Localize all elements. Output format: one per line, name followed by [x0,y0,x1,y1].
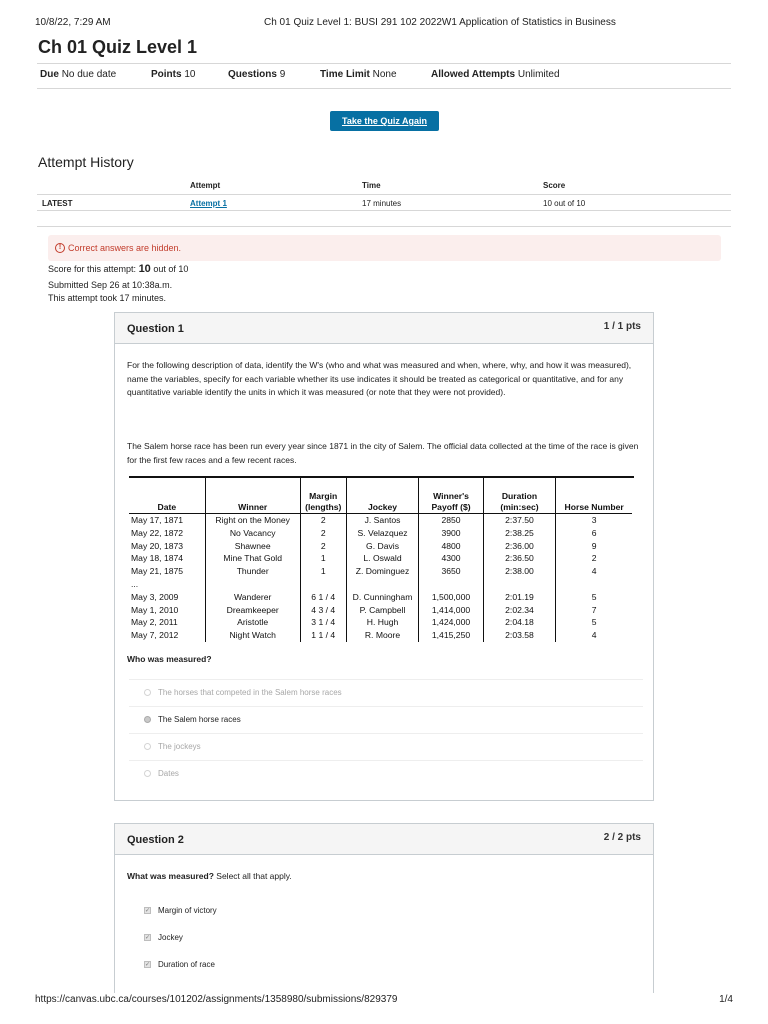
question-2-points: 2 / 2 pts [603,832,641,843]
question-1-header [115,313,653,344]
table-cell: Right on the Money [205,514,300,527]
radio-button[interactable] [144,743,151,750]
radio-button[interactable] [144,770,151,777]
table-row [129,527,632,540]
table-cell: L. Oswald [346,552,419,565]
answer-option[interactable] [129,760,643,788]
table-row [129,565,632,578]
table-cell: ... [129,578,205,591]
table-cell: 2 [300,540,346,553]
table-cell: 5 [591,591,597,602]
table-cell [346,578,419,591]
table-cell: May 22, 1872 [129,527,205,540]
question-1-context: The Salem horse race has been run every year since 1871 in the city of Salem. The official data collected at the time of the race is given for the first few races and a few recent races. [127,441,639,465]
points-detail: Points 10 [151,69,196,80]
table-cell: J. Santos [346,514,419,527]
divider [37,194,731,195]
table-cell: 2:04.18 [483,616,556,629]
table-cell [483,578,556,591]
due-detail: Due No due date [40,69,117,80]
question-2-header [115,824,653,855]
table-cell: May 7, 2012 [129,629,205,642]
questions-detail: Questions 9 [228,69,286,80]
table-row [129,552,632,565]
table-cell: 5 [591,617,597,628]
table-cell: 2 [300,527,346,540]
table-cell: 1,414,000 [419,604,483,617]
table-cell: 2:38.25 [483,527,556,540]
table-cell: Night Watch [205,629,300,642]
divider [37,210,731,211]
table-cell [556,578,632,591]
table-cell: No Vacancy [205,527,300,540]
column-header-duration: Duration (min:sec) [483,477,556,514]
attempt-score: 10 out of 10 [543,199,586,208]
table-row [129,616,632,629]
attempt-score-summary: Score for this attempt: 10 out of 10 [48,263,189,275]
attempt-time: 17 minutes [362,199,402,208]
table-cell: May 21, 1875 [129,565,205,578]
horse-race-table [129,477,632,642]
divider [37,88,731,89]
table-cell: 1,415,250 [419,629,483,642]
checkbox-checked[interactable]: ✓ [145,908,151,914]
question-2-title: Question 2 [127,834,184,846]
answer-label: The Salem horse races [158,715,241,724]
checkbox-checked[interactable]: ✓ [145,962,151,968]
table-cell: 2:36.50 [483,552,556,565]
table-cell: 2 [300,514,346,527]
print-page-number: 1/4 [719,994,733,1005]
table-cell: 3 [591,515,597,525]
table-cell: Z. Dominguez [346,565,419,578]
radio-button-selected[interactable] [144,716,151,723]
question-2-prompt: What was measured? Select all that apply. [127,871,292,881]
table-cell: 2:38.00 [483,565,556,578]
table-cell: P. Campbell [346,604,419,617]
table-cell: May 1, 2010 [129,604,205,617]
score-value: 10 [138,263,151,275]
time-limit-detail: Time Limit None [320,69,397,80]
submitted-text: Submitted Sep 26 at 10:38a.m. [48,280,173,290]
radio-button[interactable] [144,689,151,696]
table-cell: 1,500,000 [419,591,483,604]
warning-icon: ! [55,243,65,253]
time-column-header: Time [362,181,381,190]
table-cell: 2:03.58 [483,629,556,642]
table-cell: 1,424,000 [419,616,483,629]
answer-label: The horses that competed in the Salem horse races [158,688,342,697]
column-header-horse-number: Horse Number [556,477,632,514]
print-document-title: Ch 01 Quiz Level 1: BUSI 291 102 2022W1 Application of Statistics in Business [264,17,616,28]
table-cell: May 20, 1873 [129,540,205,553]
table-row [129,540,632,553]
table-cell: Mine That Gold [205,552,300,565]
table-cell: Dreamkeeper [205,604,300,617]
table-cell: 1 [300,552,346,565]
alert-text: Correct answers are hidden. [68,243,182,253]
table-cell: 4300 [419,552,483,565]
table-cell: 3 1 / 4 [300,616,346,629]
table-row [129,591,632,604]
question-1-instructions: For the following description of data, identify the W's (who and what was measured and when, where, why, and how it was measured), name the variables, specify for each variable whether its use indicates it should be treated as categorical or quantitative, and for any quantitative variable identify the units in which it was measured (or note that they were not provided). [127,360,632,397]
table-cell: 2850 [419,514,483,527]
column-header-margin: Margin (lengths) [300,477,346,514]
page-title: Ch 01 Quiz Level 1 [38,37,198,57]
answer-label: The jockeys [158,742,201,751]
divider [37,63,731,64]
answer-label: Duration of race [158,960,215,969]
table-cell: 1 1 / 4 [300,629,346,642]
take-quiz-again-button[interactable]: Take the Quiz Again [330,111,439,131]
table-cell: May 2, 2011 [129,616,205,629]
answer-label: Margin of victory [158,906,217,915]
print-url: https://canvas.ubc.ca/courses/101202/assignments/1358980/submissions/829379 [35,994,398,1005]
question-2 [114,823,654,993]
checkbox-checked[interactable]: ✓ [145,935,151,941]
table-cell: 9 [591,540,597,551]
table-cell: R. Moore [346,629,419,642]
table-cell: 6 1 / 4 [300,591,346,604]
table-cell: 2:37.50 [483,514,556,527]
table-cell [205,578,300,591]
question-1 [114,312,654,801]
table-cell: 1 [300,565,346,578]
table-cell: May 3, 2009 [129,591,205,604]
table-cell [419,578,483,591]
divider [37,226,731,227]
table-cell: 3650 [419,565,483,578]
table-cell [300,578,346,591]
answer-option-selected[interactable] [129,706,643,734]
table-cell: Wanderer [205,591,300,604]
table-cell: 6 [591,527,597,538]
column-header-winner: Winner [205,477,300,514]
table-cell: 2:01.19 [483,591,556,604]
score-column-header: Score [543,181,566,190]
table-cell: Shawnee [205,540,300,553]
column-header-jockey: Jockey [346,477,419,514]
duration-text: This attempt took 17 minutes. [48,293,167,303]
attempt-1-link[interactable]: Attempt 1 [190,199,227,208]
table-cell: 7 [591,604,597,615]
answer-option[interactable] [129,679,643,707]
attempt-column-header: Attempt [190,181,221,190]
column-header-payoff: Winner's Payoff ($) [419,477,483,514]
table-cell: Thunder [205,565,300,578]
table-cell: H. Hugh [346,616,419,629]
table-cell: Aristotle [205,616,300,629]
table-row [129,629,632,642]
print-date: 10/8/22, 7:29 AM [35,17,111,28]
answer-label: Jockey [158,933,183,942]
table-cell: 2:36.00 [483,540,556,553]
answer-label: Dates [158,769,179,778]
column-header-date: Date [129,477,205,514]
question-1-points: 1 / 1 pts [603,321,641,332]
table-cell: 4 3 / 4 [300,604,346,617]
table-cell: D. Cunningham [346,591,419,604]
print-footer [35,994,733,1005]
table-cell: 3900 [419,527,483,540]
table-row [129,604,632,617]
answer-option[interactable] [129,952,643,979]
table-cell: 4 [591,566,597,577]
answer-option[interactable] [129,925,643,952]
table-cell: 4 [591,630,597,641]
answers-hidden-alert [48,235,721,261]
table-cell: 4800 [419,540,483,553]
table-cell: G. Davis [346,540,419,553]
question-1-prompt: Who was measured? [127,654,212,664]
answer-option[interactable] [129,898,643,925]
table-cell: S. Velazquez [346,527,419,540]
latest-label: LATEST [42,199,73,208]
attempt-history-title: Attempt History [38,154,134,170]
answer-option[interactable] [129,733,643,761]
question-1-title: Question 1 [127,323,184,335]
table-row [129,578,632,591]
table-cell: 2:02.34 [483,604,556,617]
allowed-attempts-detail: Allowed Attempts Unlimited [431,69,560,80]
table-cell: May 18, 1874 [129,552,205,565]
table-cell: 2 [591,553,597,564]
table-cell: May 17, 1871 [129,514,205,527]
table-row [129,514,632,527]
